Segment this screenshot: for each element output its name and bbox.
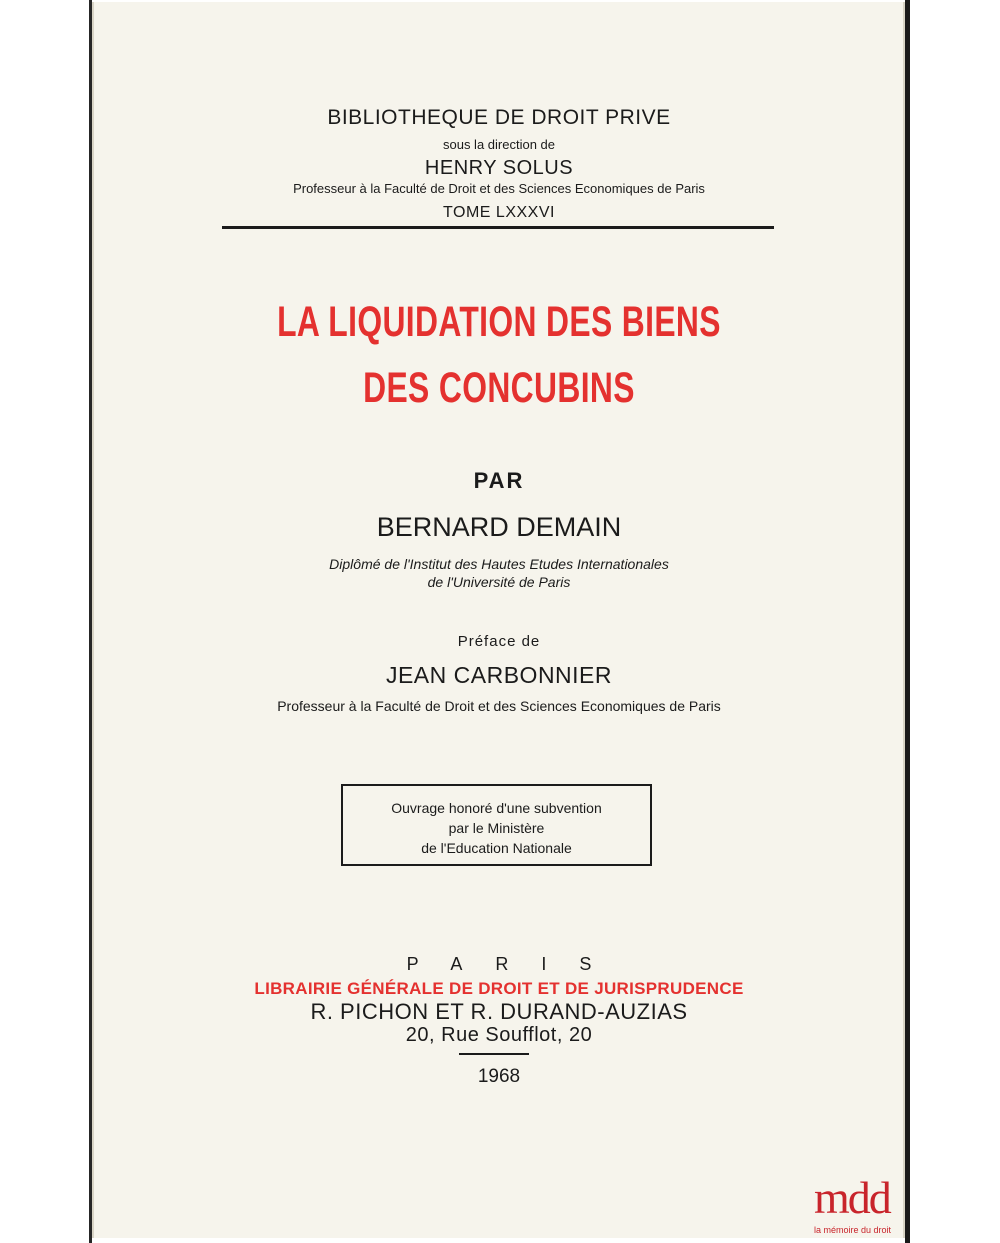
logo-text: mdd	[814, 1172, 890, 1223]
header-rule	[222, 226, 774, 229]
publisher-city: PARIS	[406, 954, 625, 974]
notice-line-2: par le Ministère	[448, 820, 545, 836]
series-title: BIBLIOTHEQUE DE DROIT PRIVE	[327, 106, 671, 129]
book-title-line-1: LA LIQUIDATION DES BIENS	[277, 298, 721, 346]
author-name: BERNARD DEMAIN	[376, 512, 622, 542]
author-description-1: Diplômé de l'Institut des Hautes Etudes Internationales	[329, 556, 669, 572]
scan-edge-right	[905, 0, 910, 1243]
tome-number: TOME LXXXVI	[443, 204, 555, 221]
preface-label: Préface de	[457, 633, 541, 650]
year-rule	[459, 1053, 529, 1055]
preface-author: JEAN CARBONNIER	[385, 662, 613, 688]
series-subtitle: sous la direction de	[442, 137, 555, 152]
series-director-affiliation: Professeur à la Faculté de Droit et des Sciences Economiques de Paris	[293, 181, 705, 196]
mdd-logo	[810, 1173, 910, 1243]
subsidy-notice-box	[341, 784, 652, 866]
publisher-name: LIBRAIRIE GÉNÉRALE DE DROIT ET DE JURISPRUDENCE	[254, 979, 744, 998]
publisher-owners: R. PICHON ET R. DURAND-AUZIAS	[310, 999, 688, 1024]
notice-line-3: de l'Education Nationale	[421, 840, 572, 856]
series-director: HENRY SOLUS	[424, 157, 574, 179]
book-cover	[92, 2, 905, 1238]
book-title-line-2: DES CONCUBINS	[363, 364, 635, 412]
preface-author-affiliation: Professeur à la Faculté de Droit et des Sciences Economiques de Paris	[277, 698, 721, 714]
author-description-2: de l'Université de Paris	[427, 574, 571, 590]
by-label: PAR	[473, 468, 525, 493]
logo-tagline: la mémoire du droit	[814, 1225, 892, 1235]
publication-year: 1968	[477, 1066, 521, 1087]
publisher-address: 20, Rue Soufflot, 20	[405, 1024, 593, 1046]
notice-line-1: Ouvrage honoré d'une subvention	[391, 800, 602, 816]
